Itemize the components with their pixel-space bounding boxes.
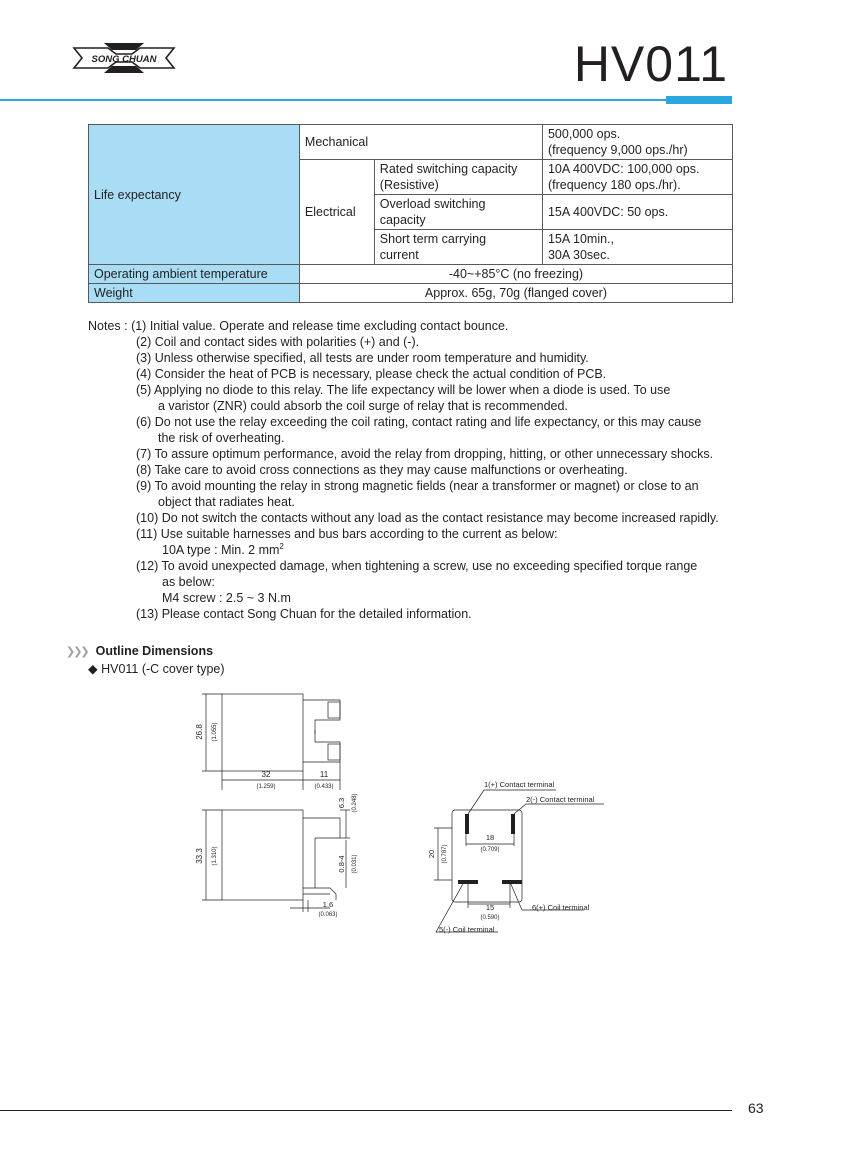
weight-label: Weight [89, 284, 300, 303]
dim-side-height-inch-label: (1.310) [212, 846, 218, 866]
dim-tab-height-inch-label: (0.248) [352, 793, 358, 813]
rated-capacity-label: Rated switching capacity (Resistive) [374, 160, 542, 195]
note-12-cont: as below: [162, 575, 215, 589]
note-6: (6) Do not use the relay exceeding the coil rating, contact rating and life expectancy, or this may cause [136, 415, 702, 429]
weight-value: Approx. 65g, 70g (flanged cover) [299, 284, 732, 303]
dim-height-inch-label: (1.055) [212, 722, 218, 742]
dim-tab-width-label: 11 [319, 770, 329, 779]
life-expectancy-table [88, 124, 733, 303]
table-row [89, 125, 733, 160]
outline-subtitle: ◆ HV011 (-C cover type) [88, 662, 225, 676]
outline-title: Outline Dimensions [95, 644, 214, 658]
page-number: 63 [748, 1100, 764, 1116]
logo-text: SONG CHUAN [91, 54, 157, 65]
note-9: (9) To avoid mounting the relay in strong magnetic fields (near a transformer or magnet) or close to an [136, 479, 699, 493]
note-11-cont: 10A type : Min. 2 $mm^2$ [162, 541, 284, 557]
note-2: (2) Coil and contact sides with polarities (+) and (-). [136, 335, 420, 349]
note-3: (3) Unless otherwise specified, all tests are under room temperature and humidity. [136, 351, 589, 365]
note-9-cont: object that radiates heat. [158, 495, 295, 509]
note-6-cont: the risk of overheating. [158, 431, 285, 445]
dim-lip-label: 1.6 [322, 900, 334, 909]
electrical-label: Electrical [299, 160, 374, 265]
dim-tab-height-label: 6.3 [337, 797, 346, 809]
dim-terminal-span-label: 20 [427, 849, 436, 859]
overload-capacity-value: 15A 400VDC: 50 ops. [542, 195, 732, 230]
dim-coil-pitch-inch-label: (0.590) [480, 915, 500, 921]
outline-drawing [180, 690, 620, 940]
mechanical-label: Mechanical [299, 125, 542, 160]
terminal-6-label: 6(+) Coil terminal [532, 903, 590, 912]
dim-thickness-label: 0.8-4 [337, 855, 346, 873]
header-rule [0, 99, 732, 101]
note-11: (11) Use suitable harnesses and bus bars according to the current as below: [136, 527, 558, 541]
short-term-current-value: 15A 10min., 30A 30sec. [542, 230, 732, 265]
note-4: (4) Consider the heat of PCB is necessary, please check the actual condition of PCB. [136, 367, 607, 381]
notes-block [88, 318, 788, 622]
note-10: (10) Do not switch the contacts without any load as the contact resistance may become increased rapidly. [136, 511, 719, 525]
outline-section-heading [66, 644, 213, 658]
note-13: (13) Please contact Song Chuan for the detailed information. [136, 607, 472, 621]
rated-capacity-value: 10A 400VDC: 100,000 ops. (frequency 180 ops./hr). [542, 160, 732, 195]
dim-tab-width-inch-label: (0.433) [314, 784, 334, 790]
note-7: (7) To assure optimum performance, avoid the relay from dropping, hitting, or other unnecessary shocks. [136, 447, 714, 461]
short-term-current-label: Short term carrying current [374, 230, 542, 265]
terminal-1-label: 1(+) Contact terminal [484, 780, 555, 789]
dim-width-label: 32 [261, 770, 271, 779]
note-1: Notes : (1) Initial value. Operate and release time excluding contact bounce. [88, 319, 509, 333]
dim-contact-pitch-inch-label: (0.709) [480, 847, 500, 853]
dim-coil-pitch-label: 15 [485, 903, 495, 912]
model-title: HV011 [573, 36, 728, 92]
terminal-5-label: 5(-) Coil terminal [439, 925, 495, 934]
dim-lip-inch-label: (0.063) [318, 912, 338, 918]
footer-rule [0, 1110, 732, 1111]
note-5-cont: a varistor (ZNR) could absorb the coil surge of relay that is recommended. [158, 399, 568, 413]
note-5: (5) Applying no diode to this relay. The life expectancy will be lower when a diode is used. To use [136, 383, 671, 397]
dim-contact-pitch-label: 18 [485, 833, 495, 842]
dim-terminal-span-inch-label: (0.787) [442, 844, 448, 864]
life-expectancy-label: Life expectancy [89, 125, 300, 265]
overload-capacity-label: Overload switching capacity [374, 195, 542, 230]
dim-height-label: 26.8 [195, 724, 204, 740]
note-12-torque: M4 screw : 2.5 ~ 3 N.m [162, 591, 291, 605]
dim-thickness-inch-label: (0.031) [352, 854, 358, 874]
note-8: (8) Take care to avoid cross connections as they may cause malfunctions or overheating. [136, 463, 628, 477]
dim-width-inch-label: (1.259) [256, 784, 276, 790]
company-logo [68, 40, 180, 76]
temperature-label: Operating ambient temperature [89, 265, 300, 284]
mechanical-value: 500,000 ops. (frequency 9,000 ops./hr) [542, 125, 732, 160]
table-row [89, 284, 733, 303]
chevron-right-icon: ❯❯❯ [66, 645, 88, 658]
temperature-value: -40~+85°C (no freezing) [299, 265, 732, 284]
terminal-2-label: 2(-) Contact terminal [526, 795, 595, 804]
header-accent-bar [666, 96, 732, 104]
table-row [89, 265, 733, 284]
note-12: (12) To avoid unexpected damage, when tightening a screw, use no exceeding specified torque range [136, 559, 698, 573]
dim-side-height-label: 33.3 [195, 848, 204, 864]
